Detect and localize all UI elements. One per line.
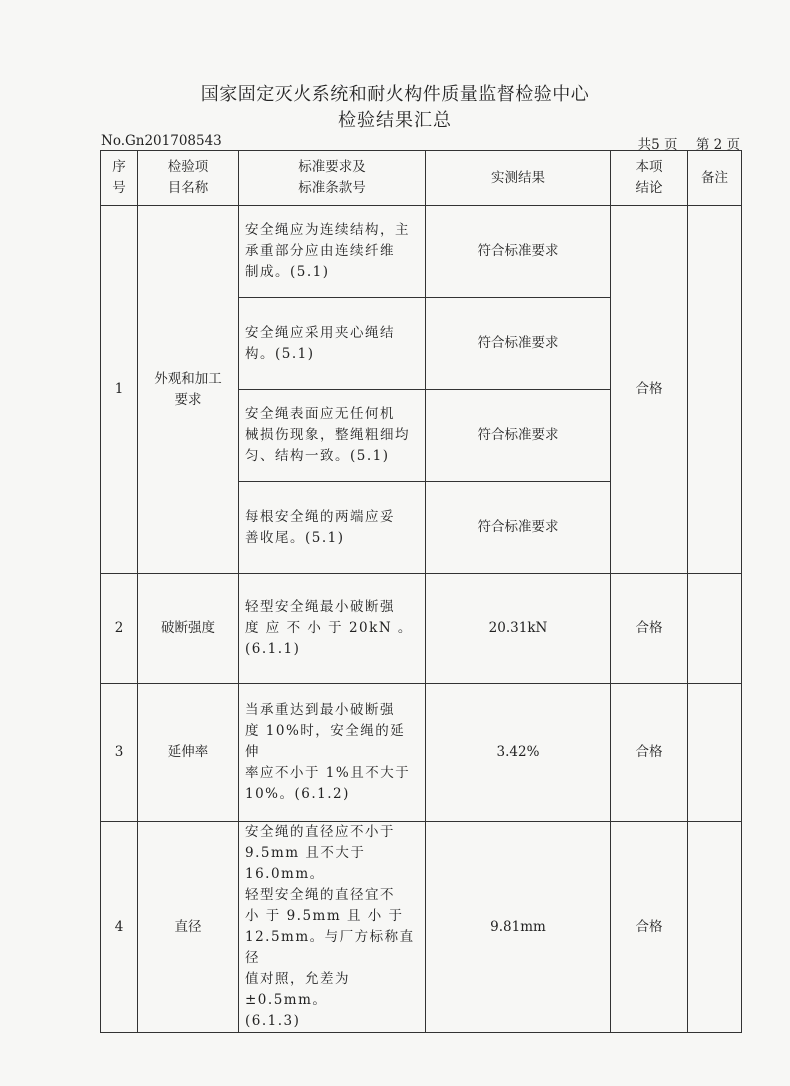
- row-no: 4: [101, 822, 138, 1033]
- header-conclusion: 本项 结论: [611, 151, 688, 206]
- row-remark: [688, 206, 742, 574]
- header-remark: 备注: [688, 151, 742, 206]
- row-no: 1: [101, 206, 138, 574]
- row-result: 3.42%: [426, 684, 611, 822]
- table-row: [101, 574, 742, 684]
- row-result: 9.81mm: [426, 822, 611, 1033]
- row-remark: [688, 822, 742, 1033]
- row-requirement: 轻型安全绳最小破断强 度 应 不 小 于 20kN 。 (6.1.1): [239, 574, 426, 684]
- header-seq: 序 号: [101, 151, 138, 206]
- row-result: 符合标准要求: [426, 298, 611, 390]
- row-requirement: 安全绳应采用夹心绳结 构。(5.1): [239, 298, 426, 390]
- row-result: 符合标准要求: [426, 206, 611, 298]
- report-title: 检验结果汇总: [338, 110, 452, 131]
- results-table: [100, 150, 742, 1033]
- table-header-row: [101, 151, 742, 206]
- total-pages: 共5 页: [637, 137, 678, 153]
- row-conclusion: 合格: [611, 684, 688, 822]
- row-requirement: 安全绳应为连续结构，主 承重部分应由连续纤维 制成。(5.1): [239, 206, 426, 298]
- row-item: 直径: [138, 822, 239, 1033]
- row-requirement: 每根安全绳的两端应妥 善收尾。(5.1): [239, 482, 426, 574]
- row-conclusion: 合格: [611, 822, 688, 1033]
- row-remark: [688, 684, 742, 822]
- table-row: [101, 684, 742, 822]
- row-requirement: 安全绳表面应无任何机 械损伤现象，整绳粗细均 匀、结构一致。(5.1): [239, 390, 426, 482]
- table-row: [101, 206, 742, 298]
- current-page: 第 2 页: [695, 137, 740, 153]
- header-result: 实测结果: [426, 151, 611, 206]
- row-conclusion: 合格: [611, 206, 688, 574]
- row-item: 延伸率: [138, 684, 239, 822]
- row-item: 破断强度: [138, 574, 239, 684]
- row-requirement: 安全绳的直径应不小于 9.5mm 且不大于 16.0mm。 轻型安全绳的直径宜不 小 于 9.5mm 且 小 于 12.5mm。与厂方标称直径 值对照，允差为±0.5mm。 (6.1.3): [239, 822, 426, 1033]
- row-result: 20.31kN: [426, 574, 611, 684]
- row-conclusion: 合格: [611, 574, 688, 684]
- header-item-name: 检验项 目名称: [138, 151, 239, 206]
- row-remark: [688, 574, 742, 684]
- row-item: 外观和加工 要求: [138, 206, 239, 574]
- row-no: 3: [101, 684, 138, 822]
- row-no: 2: [101, 574, 138, 684]
- row-requirement: 当承重达到最小破断强 度 10%时，安全绳的延伸 率应不小于 1%且不大于 10%。(6.1.2): [239, 684, 426, 822]
- org-title: 国家固定灭火系统和耐火构件质量监督检验中心: [200, 84, 590, 105]
- report-number: No.Gn201708543: [101, 133, 222, 149]
- row-result: 符合标准要求: [426, 482, 611, 574]
- table-row: [101, 822, 742, 1033]
- header-standard: 标准要求及 标准条款号: [239, 151, 426, 206]
- row-result: 符合标准要求: [426, 390, 611, 482]
